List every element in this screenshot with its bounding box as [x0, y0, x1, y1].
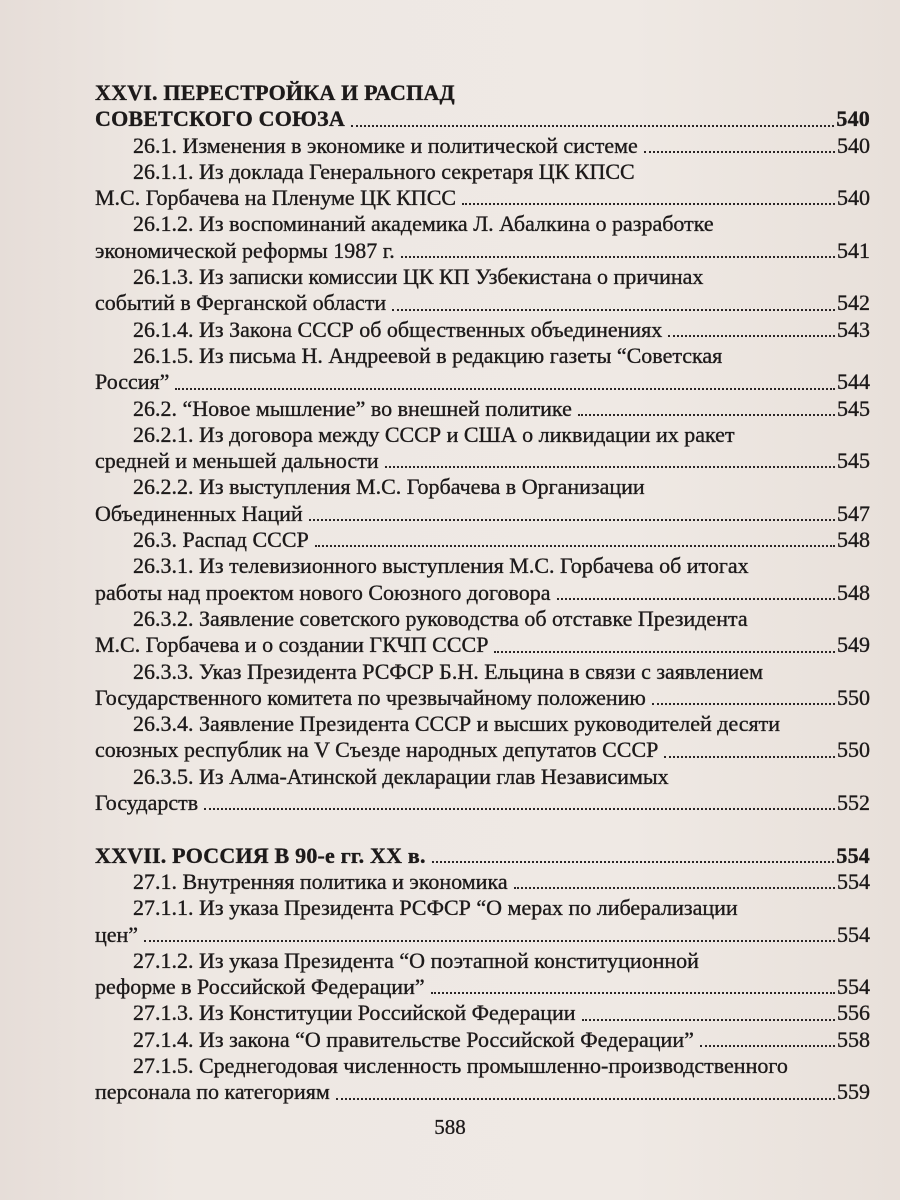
toc-entry [95, 553, 870, 606]
toc-entry [95, 396, 870, 422]
toc-entry [95, 764, 870, 817]
dot-leader [175, 388, 835, 390]
toc-page-number: 542 [837, 290, 870, 316]
toc-line [95, 948, 870, 974]
toc-line [95, 448, 870, 474]
dot-leader [494, 651, 835, 653]
toc-entry [95, 317, 870, 343]
page-number: 588 [434, 1115, 466, 1139]
dot-leader [309, 519, 835, 521]
toc-page-number: 558 [837, 1026, 870, 1052]
toc-page-number: 554 [837, 868, 870, 894]
toc-line [95, 764, 870, 790]
toc-entry-title: 27.1.2. Из указа Президента “О поэтапной конституционной [133, 947, 699, 973]
toc-line [95, 553, 870, 579]
dot-leader [432, 861, 835, 863]
toc-entry-title: 26.3.3. Указ Президента РСФСР Б.Н. Ельцина в связи с заявлением [133, 658, 763, 684]
toc-line [95, 1027, 870, 1053]
toc-line [95, 711, 870, 737]
dot-leader [652, 703, 835, 705]
toc-line [95, 317, 870, 343]
toc-line [95, 159, 870, 185]
toc-entry-title: 26.1.4. Из Закона СССР об общественных объединениях [133, 316, 663, 342]
toc-page-number: 552 [837, 790, 870, 816]
toc-entry [95, 869, 870, 895]
toc-line [95, 527, 870, 553]
toc-entry-title: 27.1.4. Из закона “О правительстве Российской Федерации” [133, 1026, 694, 1052]
dot-leader [336, 1098, 835, 1100]
toc-entry-title: работы над проектом нового Союзного договора [95, 579, 551, 605]
toc-entry-title: экономической реформы 1987 г. [95, 237, 395, 263]
toc-entry-title: М.С. Горбачева на Пленуме ЦК КПСС [95, 185, 457, 211]
toc-entry-title: 26.2. “Новое мышление” во внешней политике [133, 395, 572, 421]
toc-line [95, 685, 870, 711]
toc-page-number: 550 [837, 737, 870, 763]
toc-line [95, 606, 870, 632]
toc-entry-title: союзных республик на V Съезде народных депутатов СССР [95, 737, 659, 763]
toc-entry-title: 27.1.5. Среднегодовая численность промышленно-производственного [133, 1052, 788, 1078]
toc-line [95, 369, 870, 395]
toc-page-number: 544 [837, 369, 870, 395]
toc-entry-title: 26.1.3. Из записки комиссии ЦК КП Узбекистана о причинах [133, 264, 704, 290]
toc-entry-title: Объединенных Наций [95, 500, 303, 526]
toc-entry-title: персонала по категориям [95, 1079, 330, 1105]
toc-line [95, 290, 870, 316]
toc-entry-title: Россия” [95, 369, 170, 395]
toc-page-number: 559 [837, 1079, 870, 1105]
toc-entry-title: 26.2.1. Из договора между СССР и США о ликвидации их ракет [133, 421, 735, 447]
toc-entry-title: 26.2.2. Из выступления М.С. Горбачева в Организации [133, 474, 645, 500]
toc-line [95, 185, 870, 211]
dot-leader [462, 203, 835, 205]
toc-entry [95, 948, 870, 1001]
toc-entry-title: 26.3.4. Заявление Президента СССР и высших руководителей десяти [133, 711, 781, 737]
dot-leader [144, 940, 835, 942]
toc-entry-title: 26.3. Распад СССР [133, 527, 309, 553]
toc-page-number: 554 [836, 842, 870, 868]
toc-line [95, 1053, 870, 1079]
dot-leader [644, 151, 835, 153]
toc-page-number: 540 [836, 106, 870, 132]
toc-line [95, 264, 870, 290]
toc-page-number: 548 [837, 579, 870, 605]
toc-line [95, 632, 870, 658]
toc-page-number: 543 [837, 316, 870, 342]
toc-line [95, 474, 870, 500]
toc-entry-title: 27.1.1. Из указа Президента РСФСР “О мерах по либерализации [133, 895, 738, 921]
toc-entry-title: XXVI. ПЕРЕСТРОЙКА И РАСПАД [95, 80, 455, 105]
dot-leader [204, 808, 835, 810]
dot-leader [401, 256, 835, 258]
toc-entry [95, 1053, 870, 1106]
toc-chapter-heading [95, 843, 870, 869]
toc-page-number: 541 [837, 237, 870, 263]
toc-entry-title: 27.1. Внутренняя политика и экономика [133, 868, 508, 894]
toc-line [95, 790, 870, 816]
toc-page-number: 547 [837, 500, 870, 526]
toc-entry-title: средней и меньшей дальности [95, 448, 379, 474]
toc-entry-title: Государственного комитета по чрезвычайному положению [95, 684, 646, 710]
toc-page-number: 540 [837, 132, 870, 158]
toc-page-number: 540 [837, 185, 870, 211]
toc-entry-title: Государств [95, 790, 199, 816]
dot-leader [700, 1045, 835, 1047]
toc-entry [95, 211, 870, 264]
toc-page-number: 550 [837, 684, 870, 710]
toc-line [95, 211, 870, 237]
toc-entry [95, 159, 870, 212]
toc-entry-title: 26.1.5. Из письма Н. Андреевой в редакцию газеты “Советская [133, 342, 723, 368]
toc-entry-title: 26.1. Изменения в экономике и политической системе [133, 132, 638, 158]
toc-line [95, 659, 870, 685]
toc-line [95, 238, 870, 264]
toc-entry-title: 26.3.5. Из Алма-Атинской декларации глав Независимых [133, 763, 669, 789]
toc-line [95, 422, 870, 448]
toc-entry [95, 343, 870, 396]
section-gap [95, 816, 870, 842]
toc-line [95, 133, 870, 159]
dot-leader [431, 992, 835, 994]
toc-line [95, 580, 870, 606]
toc-entry-title: событий в Ферганской области [95, 290, 387, 316]
toc-entry-title: цен” [95, 921, 139, 947]
dot-leader [557, 598, 835, 600]
toc-entry-title: М.С. Горбачева и о создании ГКЧП СССР [95, 632, 489, 658]
toc-entry-title: 26.1.1. Из доклада Генерального секретаря ЦК КПСС [133, 158, 635, 184]
toc-entry-title: 26.3.1. Из телевизионного выступления М.С. Горбачева об итогах [133, 553, 749, 579]
toc-entry-title: 26.1.2. Из воспоминаний академика Л. Абалкина о разработке [133, 211, 714, 237]
toc-entry [95, 1000, 870, 1026]
toc-line [95, 737, 870, 763]
toc-line [95, 343, 870, 369]
toc-entry [95, 659, 870, 712]
toc-entry [95, 474, 870, 527]
toc-page-number: 545 [837, 448, 870, 474]
toc-line [95, 80, 870, 106]
dot-leader [385, 466, 835, 468]
toc-entry-title: реформе в Российской Федерации” [95, 974, 425, 1000]
toc-entry [95, 1027, 870, 1053]
toc-line [95, 501, 870, 527]
dot-leader [582, 1019, 835, 1021]
toc-page-number: 554 [837, 974, 870, 1000]
toc-page-number: 554 [837, 921, 870, 947]
dot-leader [514, 887, 835, 889]
table-of-contents [95, 80, 870, 1106]
dot-leader [351, 125, 834, 127]
toc-page-number: 548 [837, 527, 870, 553]
toc-entry [95, 264, 870, 317]
dot-leader [315, 545, 835, 547]
toc-entry [95, 606, 870, 659]
toc-entry [95, 711, 870, 764]
toc-entry [95, 527, 870, 553]
toc-line [95, 895, 870, 921]
toc-entry-title: СОВЕТСКОГО СОЮЗА [95, 106, 345, 132]
dot-leader [668, 335, 835, 337]
toc-line [95, 1079, 870, 1105]
toc-entry [95, 422, 870, 475]
toc-entry-title: 26.3.2. Заявление советского руководства об отставке Президента [133, 605, 748, 631]
dot-leader [392, 309, 835, 311]
toc-entry-title: XXVII. РОССИЯ В 90-е гг. XX в. [95, 842, 426, 868]
toc-chapter-heading [95, 80, 870, 133]
toc-page-number: 549 [837, 632, 870, 658]
toc-entry-title: 27.1.3. Из Конституции Российской Федерации [133, 1000, 576, 1026]
toc-line [95, 1000, 870, 1026]
toc-line [95, 974, 870, 1000]
toc-entry [95, 895, 870, 948]
toc-line [95, 869, 870, 895]
toc-page-number: 545 [837, 395, 870, 421]
toc-entry [95, 133, 870, 159]
toc-line [95, 106, 870, 132]
dot-leader [578, 414, 835, 416]
toc-line [95, 396, 870, 422]
toc-page-number: 556 [837, 1000, 870, 1026]
dot-leader [664, 756, 835, 758]
toc-line [95, 922, 870, 948]
toc-line [95, 843, 870, 869]
